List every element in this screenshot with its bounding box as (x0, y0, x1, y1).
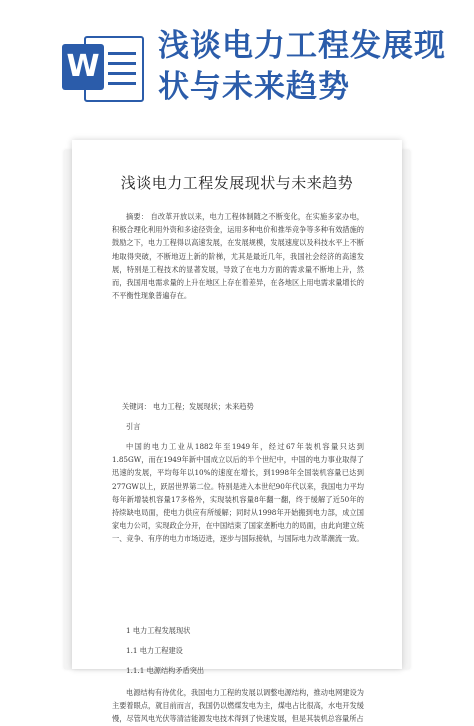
section-heading-1: 1 电力工程发展现状 (126, 626, 191, 635)
intro-paragraph: 中国的电力工业从1882年至1949年，经过67年装机容量只达到1.85GW，而在1949年新中国成立以后的半个世纪中，中国的电力事业取得了迅速的发展，平均每年以10%的速度在增长，到1998年全国装机容量已达到277GW以上，跃居世界第二位。特别是进入本世纪90年代以来，我国电力平均每年新增装机容量17多格外，实现装机容量8年翻一翻，终于缓解了近50年的持续缺电局面，使电力供应有所缓解；同时从1998年开始搬到电力部，成立国家电力公司，实现政企分开，在中国结束了国家垄断电力的局面，由此向建立统一、竞争、有序的电力市场迈进，逐步与国际接轨，与国际电力改革潮流一致。 (112, 442, 364, 544)
intro-heading: 引言 (126, 422, 141, 431)
banner (0, 0, 474, 140)
word-logo-tile: W (62, 44, 104, 90)
document-title: 浅谈电力工程发展现状与未来趋势 (120, 174, 354, 192)
banner-title: 浅谈电力工程发展现状与未来趋势 (158, 28, 446, 105)
section-paragraph: 电源结构有待优化，我国电力工程的发展以调整电源结构，推动电网建设为主要着眼点，就目前而言，我国仍以燃煤发电为主，煤电占比很高，水电开发缓慢，尽管风电光伏等清洁能源发电技术得到了快速发展，但是其装机总容量所占 (112, 688, 364, 724)
document-page (72, 140, 402, 724)
keywords-line: 关键词： 电力工程；发展现状；未来趋势 (122, 402, 254, 411)
word-document-icon (62, 32, 148, 104)
abstract-paragraph: 摘要： 自改革开放以来，电力工程体制随之不断变化，在实施多家办电，积极合理化利用外资和多途径资金，运用多种电价和推举竞争等多种有效措施的鼓励之下，电力工程得以高速发展，在发展规模，发展速度以及科技水平上不断地取得突破，不断地迈上新的阶梯，尤其是最近几年，我国社会经济的高速发展，特别是工程技术的显著发展，导致了在电力方面的需求量不断地上升，然而，我国用电需求量的上升在地区上存在着差异，在各地区上用电需求量增长的不平衡性现象普遍存在。 (112, 212, 364, 301)
section-heading-1-1-1: 1.1.1 电源结构矛盾突出 (126, 666, 205, 675)
section-heading-1-1: 1.1 电力工程建设 (126, 646, 183, 655)
